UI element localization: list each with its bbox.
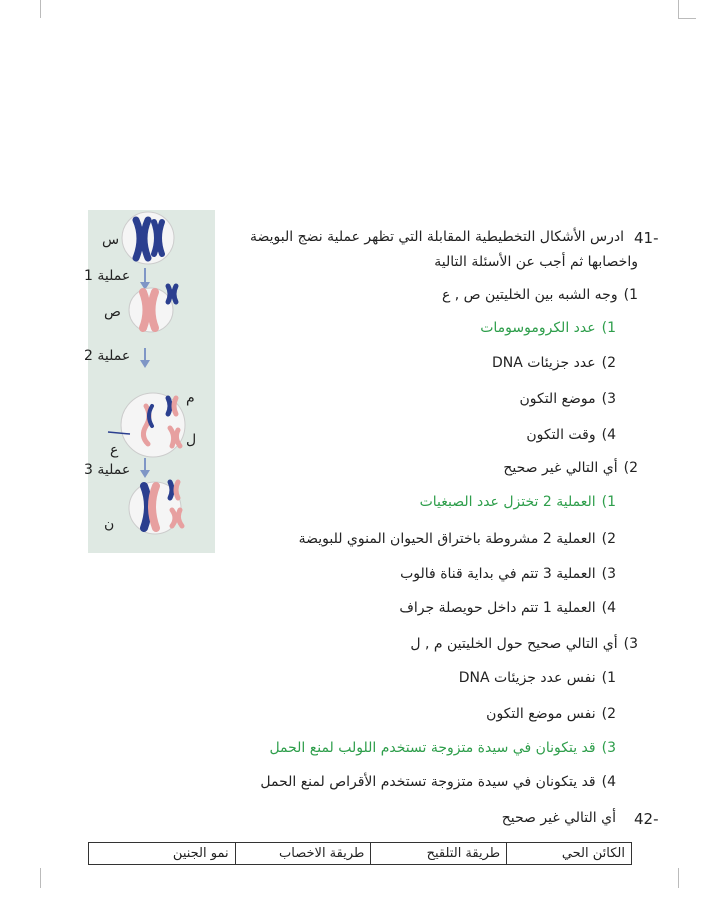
option-number: 2): [601, 355, 616, 371]
option-text: العملية 2 تختزل عدد الصبغيات: [419, 494, 596, 510]
label-process-2: عملية 2: [84, 348, 131, 364]
q41-sub1-number: 1): [623, 287, 638, 303]
q41-sub1-text: وجه الشبه بين الخليتين ص , ع: [441, 287, 618, 303]
option-number: 1): [601, 670, 616, 686]
question-41-intro-line1: ادرس الأشكال التخطيطية المقابلة التي تظهر عملية نضج البويضة: [250, 229, 624, 245]
question-41-intro-line2: واخصابها ثم أجب عن الأسئلة التالية: [434, 254, 638, 270]
table-header-embryo-growth: نمو الجنين: [89, 843, 236, 865]
question-42-text: أي التالي غير صحيح: [501, 810, 616, 826]
option-number: 1): [601, 320, 616, 336]
q41-sub2: [503, 460, 638, 476]
option-number: 1): [601, 494, 616, 510]
question-41-number: 41-: [634, 229, 659, 247]
q41-sub2-option-3[interactable]: [400, 566, 616, 582]
option-text: وقت التكون: [526, 427, 596, 443]
label-process-3: عملية 3: [84, 462, 131, 478]
option-text: قد يتكونان في سيدة متزوجة تستخدم اللولب لمنع الحمل: [269, 740, 596, 756]
q41-sub3-option-2[interactable]: [486, 706, 616, 722]
q41-sub2-text: أي التالي غير صحيح: [503, 460, 618, 476]
option-text: عدد جزيئات DNA: [491, 355, 596, 371]
option-text: العملية 3 تتم في بداية قناة فالوب: [400, 566, 596, 582]
corner-mark-bottom-right-v: [678, 868, 679, 888]
corner-mark-top-right-v: [678, 0, 679, 18]
question-42-table: [88, 842, 632, 865]
q41-sub1-option-2[interactable]: [492, 355, 616, 371]
q41-sub3: [410, 636, 638, 652]
table-row: [89, 843, 632, 865]
label-cell-l: ل: [186, 432, 197, 448]
q41-sub3-option-4[interactable]: [260, 774, 616, 790]
q41-sub2-option-2[interactable]: [299, 531, 616, 547]
q41-sub3-option-1[interactable]: [459, 670, 616, 686]
option-number: 2): [601, 706, 616, 722]
option-number: 4): [601, 774, 616, 790]
meiosis-diagram: [88, 210, 215, 553]
q41-sub1: [442, 287, 638, 303]
option-number: 3): [601, 740, 616, 756]
q41-sub1-option-1[interactable]: [480, 320, 616, 336]
corner-mark-top-right-h: [678, 18, 696, 19]
q41-sub3-option-3[interactable]: [269, 740, 616, 756]
corner-mark-bottom-left-v: [40, 868, 41, 888]
q41-sub1-option-4[interactable]: [526, 427, 616, 443]
option-text: قد يتكونان في سيدة متزوجة تستخدم الأقراص لمنع الحمل: [260, 774, 596, 790]
label-cell-m: م: [186, 390, 195, 406]
label-cell-n: ن: [104, 516, 115, 532]
option-number: 3): [601, 566, 616, 582]
label-cell-s: س: [102, 232, 120, 248]
q41-sub1-option-3[interactable]: [519, 391, 616, 407]
option-number: 2): [601, 531, 616, 547]
option-text: العملية 2 مشروطة باختراق الحيوان المنوي للبويضة: [298, 531, 596, 547]
option-number: 3): [601, 391, 616, 407]
option-number: 4): [601, 427, 616, 443]
option-text: العملية 1 تتم داخل حويصلة جراف: [399, 600, 596, 616]
q41-sub2-option-1[interactable]: [420, 494, 616, 510]
option-text: نفس عدد جزيئات DNA: [458, 670, 596, 686]
table-header-pollination: طريقة التلقيح: [371, 843, 507, 865]
option-text: موضع التكون: [519, 391, 596, 407]
q41-sub3-text: أي التالي صحيح حول الخليتين م , ل: [410, 636, 618, 652]
q41-sub3-number: 3): [623, 636, 638, 652]
label-cell-ain: ع: [110, 442, 119, 458]
corner-mark-top-left-v: [40, 0, 41, 18]
meiosis-figure: [84, 210, 215, 553]
q41-sub2-option-4[interactable]: [399, 600, 616, 616]
q41-sub2-number: 2): [623, 460, 638, 476]
label-cell-sad: ص: [104, 304, 121, 320]
option-number: 4): [601, 600, 616, 616]
option-text: عدد الكروموسومات: [480, 320, 596, 336]
label-process-1: عملية 1: [84, 268, 131, 284]
table-header-organism: الكائن الحي: [507, 843, 632, 865]
question-42-number: 42-: [634, 810, 659, 828]
table-header-fertilization: طريقة الاخصاب: [235, 843, 371, 865]
option-text: نفس موضع التكون: [486, 706, 596, 722]
